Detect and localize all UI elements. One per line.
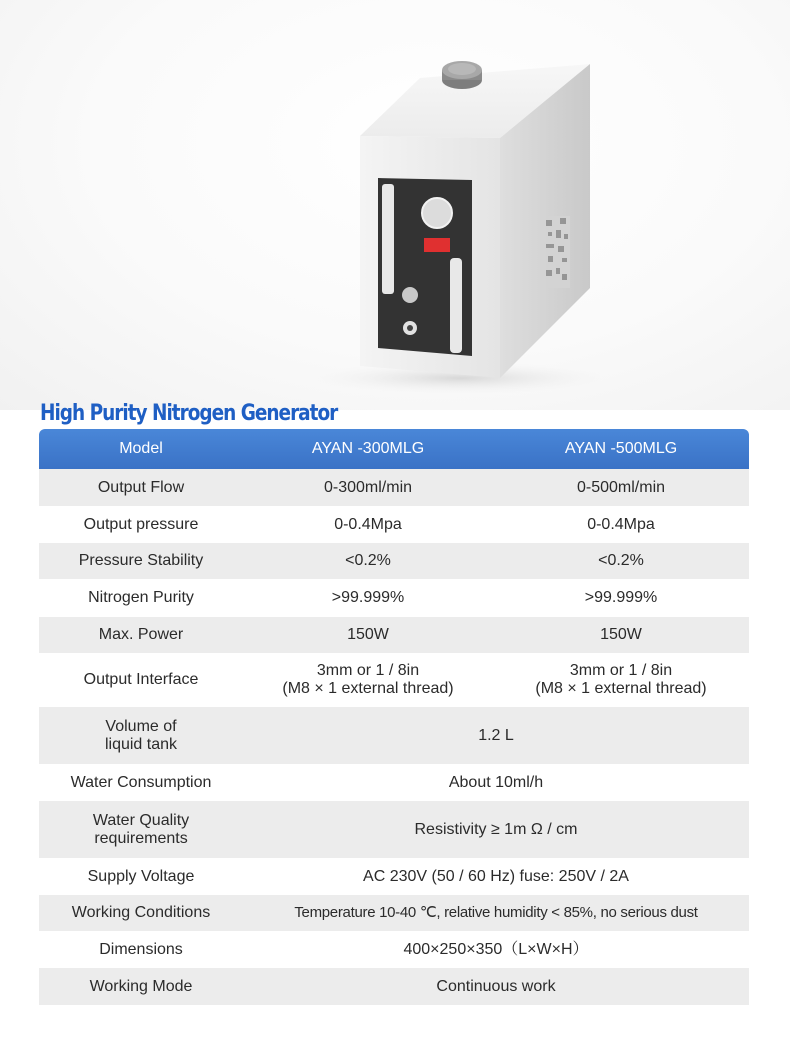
row-value-shared: About 10ml/h bbox=[243, 764, 749, 801]
row-label: Dimensions bbox=[39, 931, 243, 968]
specification-table bbox=[39, 429, 749, 1005]
row-value-a: 150W bbox=[243, 617, 493, 653]
row-label: Water Consumption bbox=[39, 764, 243, 801]
row-value-shared: 400×250×350（L×W×H） bbox=[243, 931, 749, 968]
row-value-shared: 1.2 L bbox=[243, 707, 749, 764]
row-value-shared: Resistivity ≥ 1m Ω / cm bbox=[243, 801, 749, 858]
row-value-b: 0-500ml/min bbox=[493, 469, 749, 506]
table-row bbox=[39, 707, 749, 764]
row-label: Working Conditions bbox=[39, 895, 243, 931]
table-row bbox=[39, 968, 749, 1005]
table-row bbox=[39, 469, 749, 506]
row-label: Output Interface bbox=[39, 653, 243, 707]
row-label: Output Flow bbox=[39, 469, 243, 506]
row-value-shared: Temperature 10-40 ℃, relative humidity < 85%, no serious dust bbox=[243, 895, 749, 931]
digital-display-icon bbox=[424, 238, 450, 252]
table-row bbox=[39, 801, 749, 858]
row-label: Volume of liquid tank bbox=[39, 707, 243, 764]
table-header-row bbox=[39, 429, 749, 469]
row-label: Working Mode bbox=[39, 968, 243, 1005]
row-label: Water Quality requirements bbox=[39, 801, 243, 858]
row-label: Output pressure bbox=[39, 506, 243, 543]
row-value-a: <0.2% bbox=[243, 543, 493, 579]
row-label: Pressure Stability bbox=[39, 543, 243, 579]
row-value-b: >99.999% bbox=[493, 579, 749, 617]
table-row bbox=[39, 895, 749, 931]
row-value-a: >99.999% bbox=[243, 579, 493, 617]
row-label: Max. Power bbox=[39, 617, 243, 653]
header-cell-model-300: AYAN -300MLG bbox=[243, 429, 493, 469]
table-row bbox=[39, 543, 749, 579]
header-cell-model-500: AYAN -500MLG bbox=[493, 429, 749, 469]
pressure-gauge-icon bbox=[422, 198, 452, 228]
row-value-b: 3mm or 1 / 8in (M8 × 1 external thread) bbox=[493, 653, 749, 707]
table-row bbox=[39, 653, 749, 707]
row-value-a: 0-300ml/min bbox=[243, 469, 493, 506]
table-row bbox=[39, 764, 749, 801]
page-title: High Purity Nitrogen Generator bbox=[40, 401, 338, 426]
row-value-b: 150W bbox=[493, 617, 749, 653]
table-row bbox=[39, 858, 749, 895]
row-value-shared: Continuous work bbox=[243, 968, 749, 1005]
table-row bbox=[39, 506, 749, 543]
row-value-b: <0.2% bbox=[493, 543, 749, 579]
row-value-a: 0-0.4Mpa bbox=[243, 506, 493, 543]
table-row bbox=[39, 617, 749, 653]
row-value-a: 3mm or 1 / 8in (M8 × 1 external thread) bbox=[243, 653, 493, 707]
row-label: Nitrogen Purity bbox=[39, 579, 243, 617]
row-value-shared: AC 230V (50 / 60 Hz) fuse: 250V / 2A bbox=[243, 858, 749, 895]
header-cell-model: Model bbox=[39, 429, 243, 469]
table-row bbox=[39, 579, 749, 617]
table-row bbox=[39, 931, 749, 968]
nitrogen-generator-device-image bbox=[300, 48, 600, 393]
product-image-area bbox=[0, 0, 790, 410]
row-value-b: 0-0.4Mpa bbox=[493, 506, 749, 543]
row-label: Supply Voltage bbox=[39, 858, 243, 895]
